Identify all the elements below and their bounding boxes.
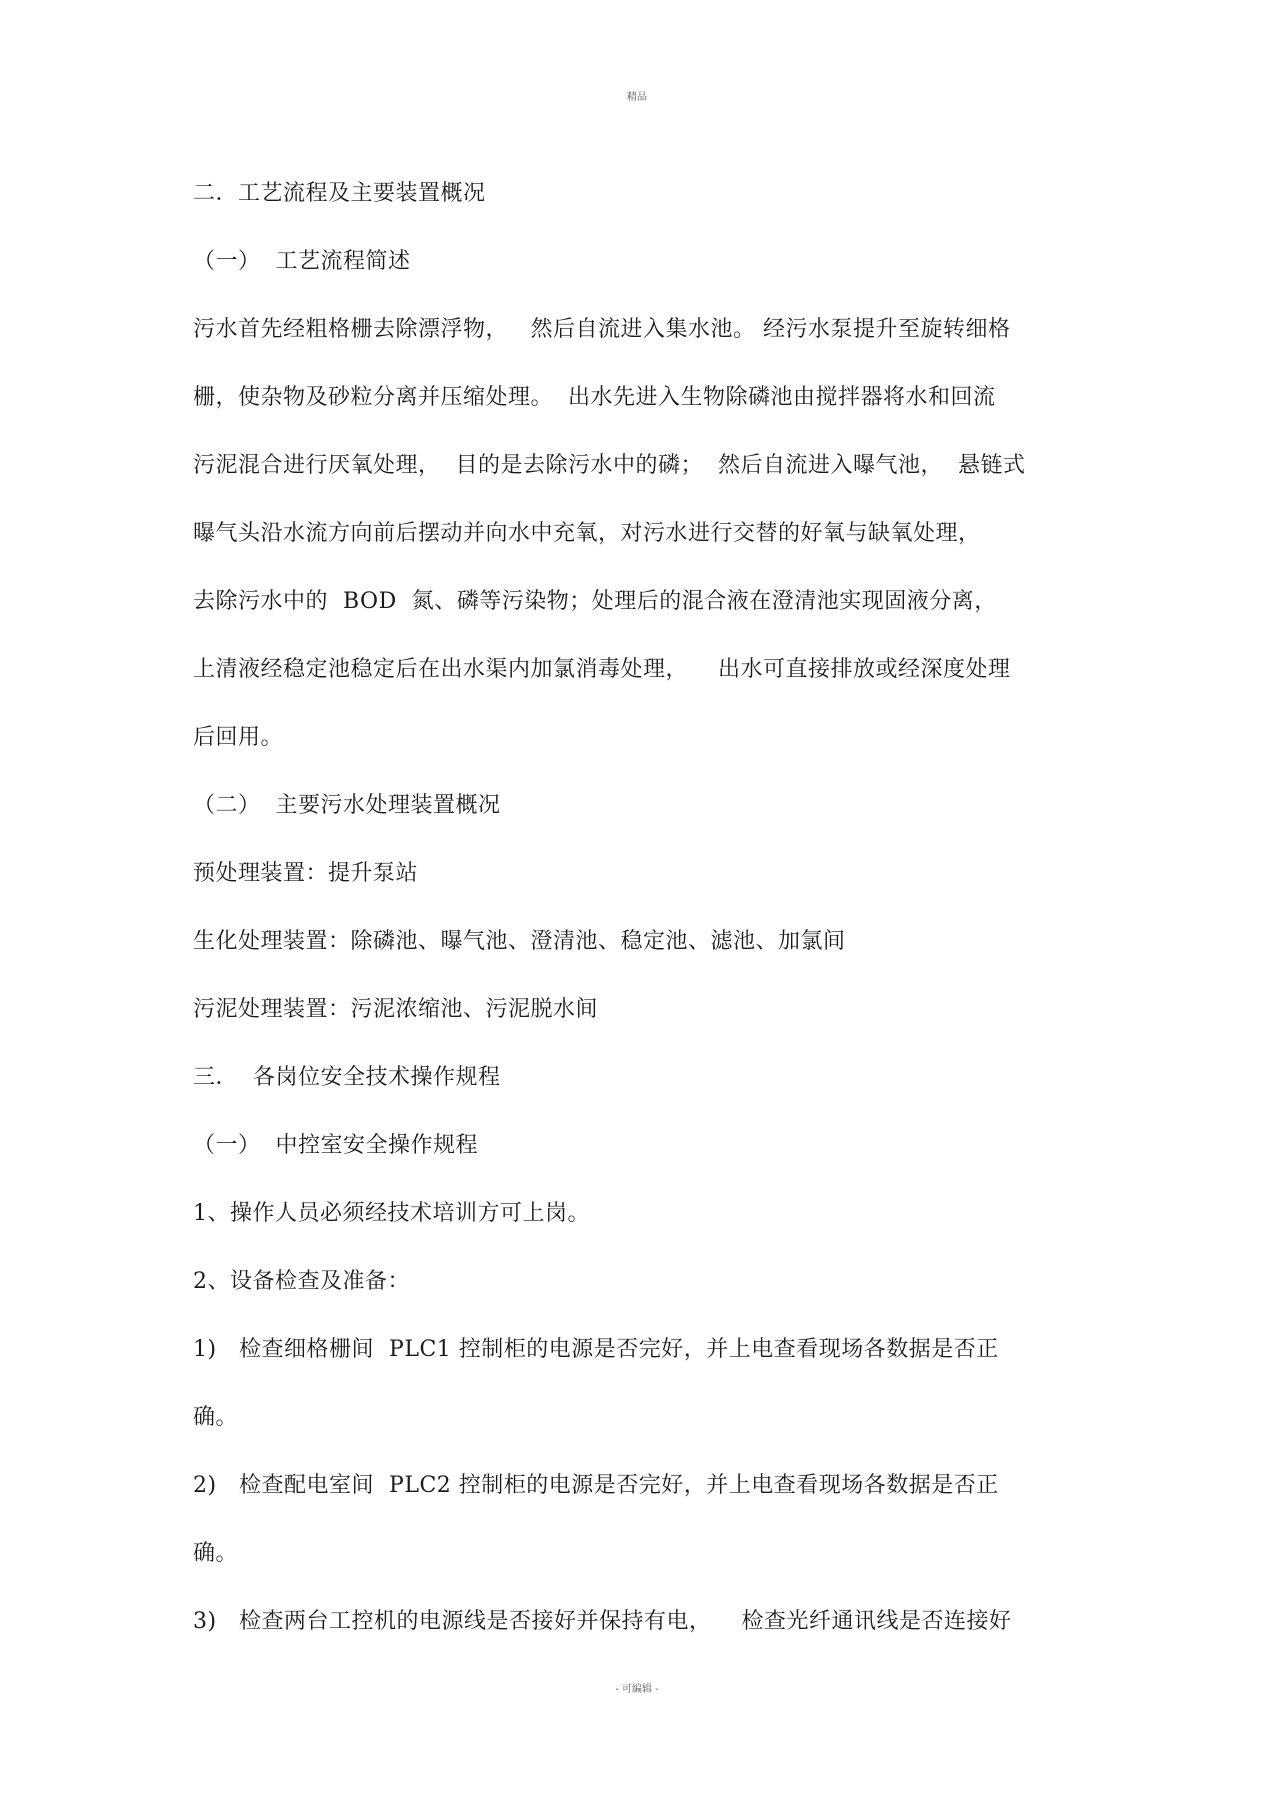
sub-list-item-continuation: 确。	[193, 1541, 239, 1566]
subsection-heading-control-room: （一） 中控室安全操作规程	[193, 1133, 478, 1158]
subsection-heading-main-facilities: （二） 主要污水处理装置概况	[193, 793, 501, 818]
section-heading-process-overview: 二．工艺流程及主要装置概况	[193, 181, 486, 206]
paragraph-line: 上清液经稳定池稳定后在出水渠内加氯消毒处理， 出水可直接排放或经深度处理	[193, 657, 1011, 682]
page-footer: - 可编辑 -	[615, 1684, 659, 1695]
facility-pretreatment: 预处理装置：提升泵站	[193, 861, 419, 886]
paragraph-line: 曝气头沿水流方向前后摆动并向水中充氧，对污水进行交替的好氧与缺氧处理，	[193, 521, 981, 546]
sub-list-item: 2) 检查配电室间 PLC2 控制柜的电源是否完好，并上电查看现场各数据是否正	[193, 1473, 999, 1498]
paragraph-line: 栅，使杂物及砂粒分离并压缩处理。 出水先进入生物除磷池由搅拌器将水和回流	[193, 385, 996, 410]
paragraph-line: 去除污水中的 BOD 氮、磷等污染物；处理后的混合液在澄清池实现固液分离，	[193, 589, 997, 614]
list-item: 2、设备检查及准备：	[193, 1269, 410, 1294]
list-item: 1、操作人员必须经技术培训方可上岗。	[193, 1201, 590, 1226]
sub-list-item-continuation: 确。	[193, 1405, 239, 1430]
facility-biochemical: 生化处理装置：除磷池、曝气池、澄清池、稳定池、滤池、加氯间	[193, 929, 846, 954]
paragraph-line: 后回用。	[193, 725, 284, 750]
page-header: 精品	[627, 92, 647, 103]
sub-list-item: 1) 检查细格栅间 PLC1 控制柜的电源是否完好，并上电查看现场各数据是否正	[193, 1337, 999, 1362]
paragraph-line: 污泥混合进行厌氧处理， 目的是去除污水中的磷； 然后自流进入曝气池， 悬链式	[193, 453, 1026, 478]
section-heading-safety-procedures: 三． 各岗位安全技术操作规程	[193, 1065, 501, 1090]
subsection-heading-process-summary: （一） 工艺流程简述	[193, 249, 411, 274]
paragraph-line: 污水首先经粗格栅去除漂浮物， 然后自流进入集水池。 经污水泵提升至旋转细格	[193, 317, 1011, 342]
facility-sludge: 污泥处理装置：污泥浓缩池、污泥脱水间	[193, 997, 599, 1022]
sub-list-item: 3) 检查两台工控机的电源线是否接好并保持有电， 检查光纤通讯线是否连接好	[193, 1609, 1012, 1634]
